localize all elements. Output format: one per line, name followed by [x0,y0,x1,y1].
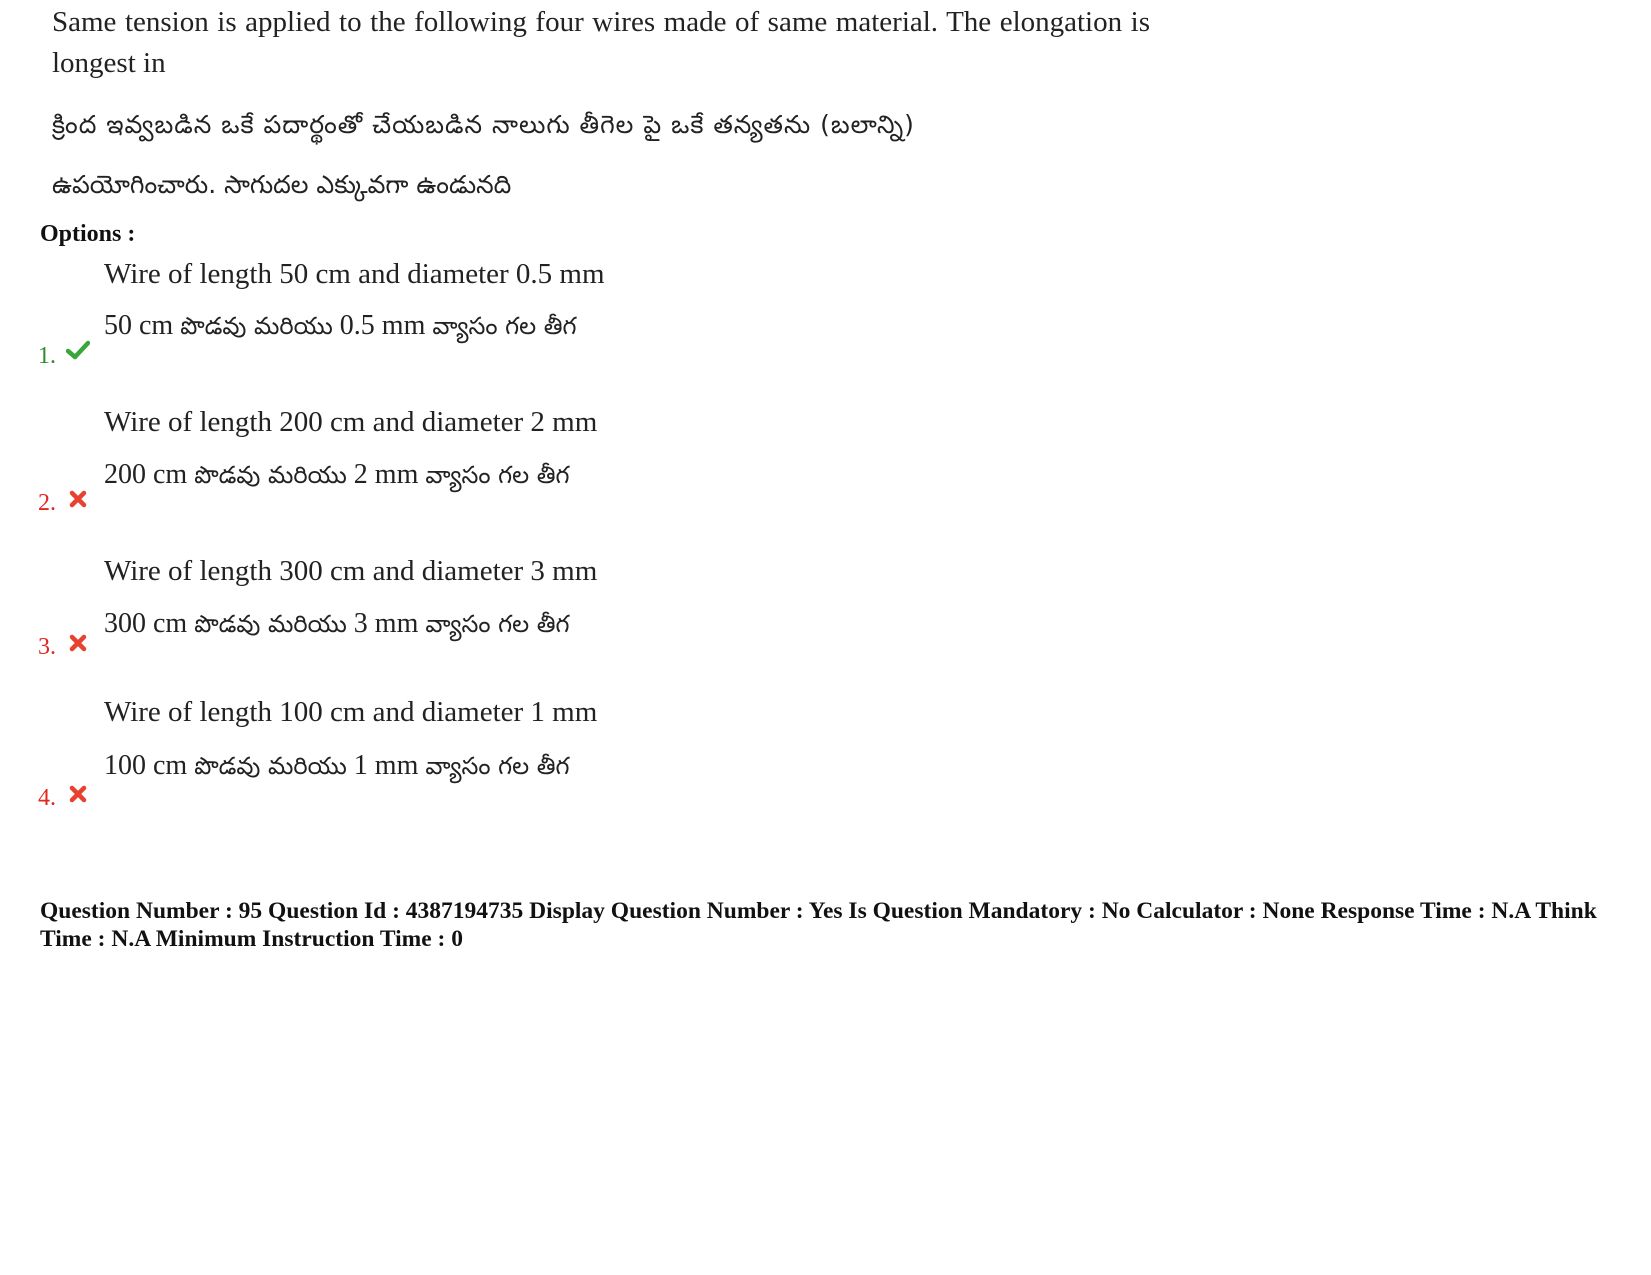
option-2-telugu [104,459,570,495]
option-3-english: Wire of length 300 cm and diameter 3 mm [104,555,598,587]
option-4-telugu-mid1: పొడవు మరియు [194,752,347,780]
option-1-english: Wire of length 50 cm and diameter 0.5 mm [104,258,605,290]
check-icon [66,340,90,360]
option-1-telugu [104,310,577,346]
cross-icon [66,784,90,804]
option-3-telugu-mid2: వ్యాసం గల తీగ [425,610,570,638]
option-1-telugu-mid2: వ్యాసం గల తీగ [432,312,577,340]
question-english: Same tension is applied to the following four wires made of same material. The elongation is longest in [52,6,1150,79]
option-3-telugu-value: 3 mm [346,608,426,639]
option-4-telugu-mid2: వ్యాసం గల తీగ [425,752,570,780]
option-4-telugu-prefix: 100 cm [104,750,195,781]
option-4-number: 4. [38,785,56,811]
option-4-telugu [104,750,570,786]
question-telugu-line2: ఉపయోగించారు. సాగుదల ఎక్కువగా ఉండునది [52,170,512,199]
question-meta: Question Number : 95 Question Id : 4387194735 Display Question Number : Yes Is Question Mandatory : No Calculator : None Response Time : N.A Think Time : N.A Minimum Instruction Time : 0 [40,898,1597,952]
option-1-telugu-mid1: పొడవు మరియు [180,312,333,340]
option-4-english: Wire of length 100 cm and diameter 1 mm [104,696,598,728]
option-2-telugu-mid2: వ్యాసం గల తీగ [425,461,570,489]
option-2-telugu-mid1: పొడవు మరియు [194,461,347,489]
option-2-number: 2. [38,490,56,516]
option-3-telugu-mid1: పొడవు మరియు [194,610,347,638]
question-telugu-line1: క్రింద ఇవ్వబడిన ఒకే పదార్థంతో చేయబడిన నాలుగు తీగెల పై ఒకే తన్యతను (బలాన్ని) [52,110,915,139]
option-3-number: 3. [38,634,56,660]
options-label: Options : [40,221,136,247]
option-1-number: 1. [38,343,56,369]
option-1-telugu-prefix: 50 cm [104,310,181,341]
cross-icon [66,489,90,509]
cross-icon [66,633,90,653]
option-3-telugu-prefix: 300 cm [104,608,195,639]
option-3-telugu [104,608,570,644]
option-1-telugu-value: 0.5 mm [332,310,433,341]
option-2-telugu-value: 2 mm [346,459,426,490]
option-4-telugu-value: 1 mm [346,750,426,781]
option-2-english: Wire of length 200 cm and diameter 2 mm [104,406,598,438]
option-2-telugu-prefix: 200 cm [104,459,195,490]
